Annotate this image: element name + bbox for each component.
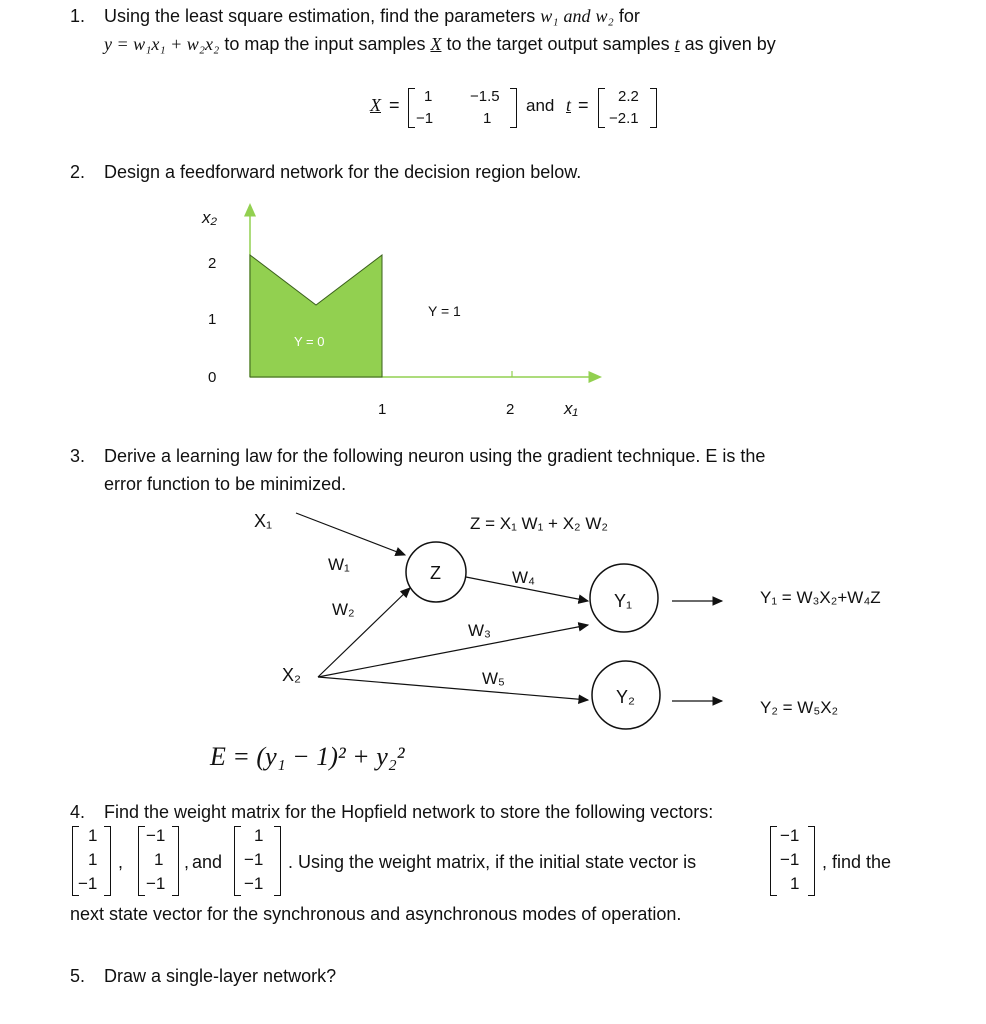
q1-t-bracket-right	[650, 88, 657, 128]
q5-text: Draw a single-layer network?	[104, 966, 337, 986]
q1-line1	[104, 6, 640, 27]
q1-line2-suffix: to map the input samples	[224, 34, 426, 54]
q4-middle-text: . Using the weight matrix, if the initial state vector is	[288, 852, 697, 872]
v2-e1: −1	[146, 826, 166, 845]
v3-bracket-right	[274, 826, 281, 896]
region-label-y1: Y = 1	[428, 303, 461, 319]
y-tick-label-2: 2	[208, 255, 217, 272]
v1-bracket-right	[104, 826, 111, 896]
v3-bracket-left	[234, 826, 241, 896]
decision-region	[250, 255, 382, 377]
q4-line1: Find the weight matrix for the Hopfield network to store the following vectors:	[104, 802, 714, 822]
q1-and: and	[563, 6, 591, 26]
edge-x2-y1	[318, 625, 588, 677]
label-y2-eq: Y₂ = W₅X₂	[760, 698, 839, 717]
region-label-y0: Y = 0	[294, 334, 325, 349]
q1-X-m22: 1	[483, 110, 492, 127]
q4-end-text: , find the	[822, 852, 892, 872]
q1-and-t: and	[526, 96, 555, 115]
q1-t-v1: 2.2	[618, 88, 639, 105]
q1-w2: w₂	[595, 6, 614, 26]
x-tick-label-1: 1	[378, 401, 387, 418]
y-tick-label-0: 0	[208, 369, 217, 386]
q1-X-m11: 1	[424, 88, 433, 105]
q1-X-symbol: X	[430, 34, 442, 54]
v2-e2: 1	[154, 850, 164, 869]
q2-text: Design a feedforward network for the decision region below.	[104, 162, 582, 182]
q1-X-label: X	[370, 95, 381, 115]
q1-as-given: as given by	[684, 34, 776, 54]
label-y1-node: Y₁	[614, 591, 633, 611]
label-w1: W₁	[328, 555, 350, 574]
v2-e3: −1	[146, 874, 166, 893]
v3-e1: 1	[254, 826, 264, 845]
v2-bracket-right	[172, 826, 179, 896]
q3-line1: Derive a learning law for the following neuron using the gradient technique. E is the	[104, 446, 766, 466]
q1-line2	[104, 34, 776, 55]
y-axis-label: x₂	[202, 208, 217, 227]
q1-equation: y = w₁x₁ + w₂x₂	[104, 34, 220, 54]
label-y2-node: Y₂	[616, 687, 635, 707]
label-w5: W₅	[482, 669, 505, 688]
q1-t-equals: =	[578, 95, 589, 115]
q4-and: and	[192, 852, 223, 872]
q1-t-label: t	[566, 95, 572, 115]
q1-t-bracket-left	[598, 88, 605, 128]
v1-e3: −1	[78, 874, 98, 893]
label-w2: W₂	[332, 600, 355, 619]
q1-X-m21: −1	[416, 110, 434, 127]
q5-number: 5.	[70, 966, 86, 986]
vinit-e1: −1	[780, 826, 800, 845]
x-tick-label-2: 2	[506, 401, 515, 418]
q3-number: 3.	[70, 446, 86, 466]
label-w4: W₄	[512, 568, 535, 587]
label-x1: X₁	[254, 511, 273, 531]
vinit-bracket-right	[808, 826, 815, 896]
decision-region-chart	[180, 195, 640, 430]
v1-e2: 1	[88, 850, 98, 869]
vinit-bracket-left	[770, 826, 777, 896]
x-axis-label: x₁	[564, 399, 578, 418]
edge-x2-y2	[318, 677, 588, 700]
q4-number: 4.	[70, 802, 86, 822]
q4-line3: next state vector for the synchronous and asynchronous modes of operation.	[70, 904, 682, 924]
label-z-eq: Z = X₁ W₁ + X₂ W₂	[470, 514, 609, 533]
q1-to-target: to the target output samples	[446, 34, 670, 54]
q1-w1: w₁	[540, 6, 559, 26]
vinit-e2: −1	[780, 850, 800, 869]
v2-comma: ,	[184, 852, 190, 872]
label-w3: W₃	[468, 621, 491, 640]
y-tick-label-1: 1	[208, 311, 217, 328]
v1-comma: ,	[118, 852, 124, 872]
q1-number: 1.	[70, 6, 86, 26]
q1-X-equals: =	[389, 95, 400, 115]
q1-t-symbol: t	[674, 34, 680, 54]
q2-number: 2.	[70, 162, 86, 182]
edge-x1-z	[296, 513, 405, 555]
q1-line1-suffix: for	[618, 6, 640, 26]
label-x2: X₂	[282, 665, 301, 685]
label-z-node: Z	[430, 563, 441, 583]
v3-e2: −1	[244, 850, 264, 869]
error-equation: E = (y₁ − 1)² + y₂²	[210, 742, 405, 771]
q1-X-bracket-left	[408, 88, 415, 128]
q1-line1-prefix: Using the least square estimation, find the parameters	[104, 6, 536, 26]
q1-X-m12: −1.5	[470, 88, 500, 105]
q3-line2: error function to be minimized.	[104, 474, 347, 494]
neuron-diagram	[0, 495, 986, 735]
v2-bracket-left	[138, 826, 145, 896]
label-y1-eq: Y₁ = W₃X₂+W₄Z	[760, 588, 881, 607]
q1-X-bracket-right	[510, 88, 517, 128]
v3-e3: −1	[244, 874, 264, 893]
q1-t-v2: −2.1	[609, 110, 639, 127]
v1-e1: 1	[88, 826, 98, 845]
vinit-e3: 1	[790, 874, 800, 893]
